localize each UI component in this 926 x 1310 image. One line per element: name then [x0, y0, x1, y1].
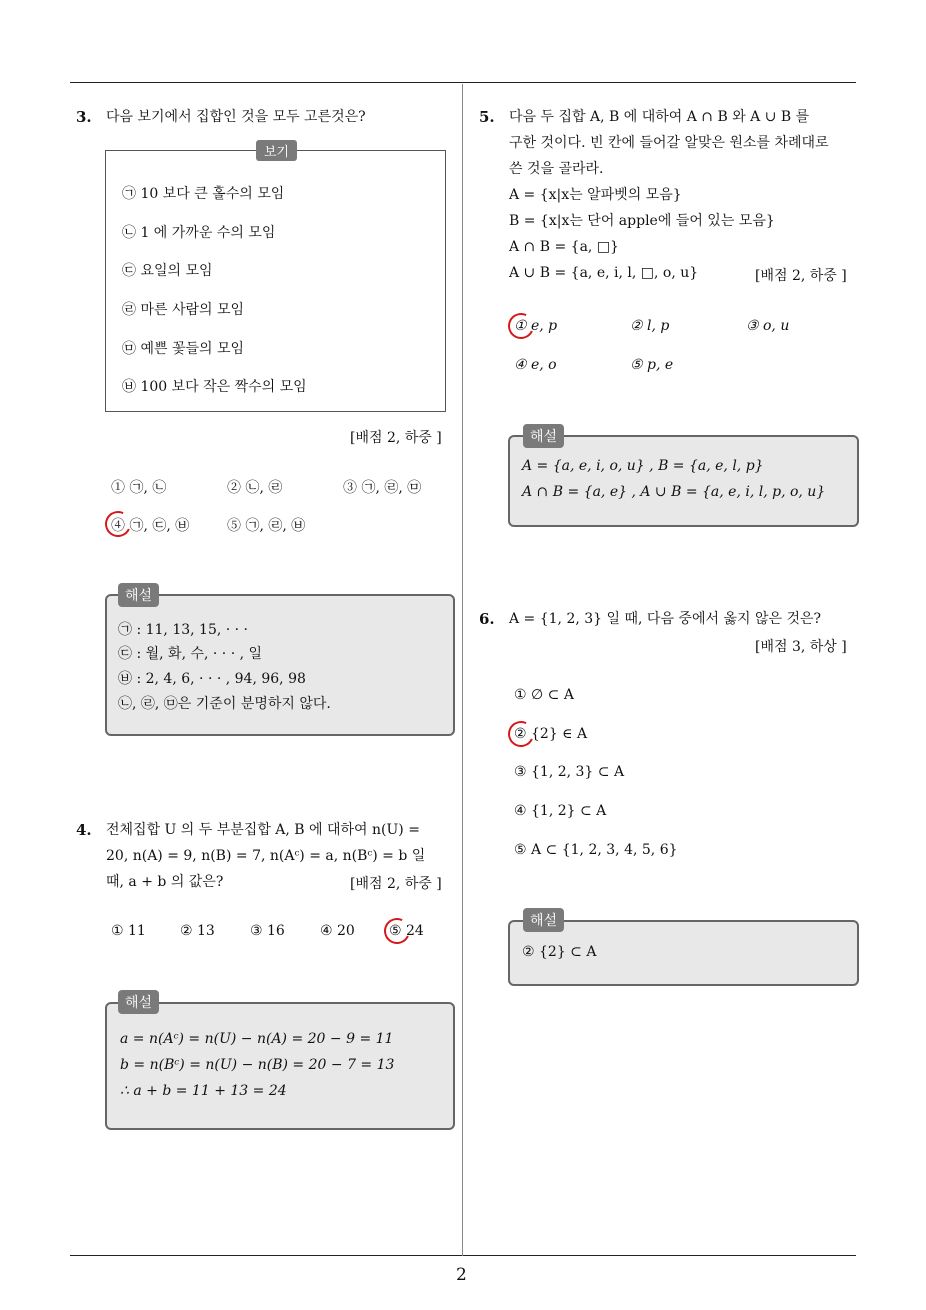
q3-example-item: ㉥ 100 보다 작은 짝수의 모임: [122, 379, 307, 395]
q3-answer-mark: [101, 507, 134, 540]
q5-question-line: A = {x|x는 알파벳의 모음}: [509, 187, 682, 203]
q6-choice: ② {2} ∈ A: [514, 726, 588, 742]
q5-question-line: 쓴 것을 골라라.: [509, 161, 604, 177]
q3-choice: ③ ㉠, ㉣, ㉤: [343, 480, 422, 496]
q6-choice: ① ∅ ⊂ A: [514, 687, 574, 703]
q5-answer-mark: [504, 309, 537, 342]
q3-number: 3.: [76, 108, 92, 126]
q4-question-line: 전체집합 U 의 두 부분집합 A, B 에 대하여 n(U) =: [106, 822, 420, 838]
q4-explanation-line: b = n(Bᶜ) = n(U) − n(B) = 20 − 7 = 13: [120, 1057, 395, 1073]
q3-score: [배점 2, 하중 ]: [350, 430, 442, 446]
q4-score: [배점 2, 하중 ]: [350, 876, 442, 892]
q6-choice: ④ {1, 2} ⊂ A: [514, 803, 607, 819]
q5-score: [배점 2, 하중 ]: [755, 268, 847, 284]
q3-example-item: ㉣ 마른 사람의 모임: [122, 302, 245, 318]
q3-question: 다음 보기에서 집합인 것을 모두 고른것은?: [106, 109, 366, 125]
q5-question-line: A ∪ B = {a, e, i, l, □, o, u}: [509, 265, 699, 281]
q5-number: 5.: [479, 108, 495, 126]
q5-explanation-line: A = {a, e, i, o, u} , B = {a, e, l, p}: [522, 458, 764, 474]
q5-choice: ① e, p: [514, 318, 558, 334]
q3-example-item: ㉡ 1 에 가까운 수의 모임: [122, 225, 276, 241]
q3-choice: ② ㉡, ㉣: [227, 480, 283, 496]
q3-explanation-line: ㉥ : 2, 4, 6, · · · , 94, 96, 98: [118, 671, 306, 687]
q3-explanation-box: [105, 594, 455, 736]
q4-explanation-line: ∴ a + b = 11 + 13 = 24: [120, 1083, 287, 1099]
q6-choice: ③ {1, 2, 3} ⊂ A: [514, 764, 625, 780]
q3-example-title: 보기: [256, 140, 297, 161]
q5-explanation-line: A ∩ B = {a, e} , A ∪ B = {a, e, i, l, p, o, u}: [522, 484, 826, 500]
q4-question-line: 때, a + b 의 값은?: [106, 874, 224, 890]
q4-choice: ② 13: [180, 923, 215, 939]
q6-answer-mark: [504, 717, 537, 750]
q6-explanation-line: ② {2} ⊂ A: [522, 944, 597, 960]
q3-explanation-line: ㉠ : 11, 13, 15, · · ·: [118, 622, 249, 638]
q5-question-line: 다음 두 집합 A, B 에 대하여 A ∩ B 와 A ∪ B 를: [509, 109, 810, 125]
q3-choice: ④ ㉠, ㉢, ㉥: [111, 518, 190, 534]
q5-choice: ③ o, u: [746, 318, 790, 334]
q4-number: 4.: [76, 821, 92, 839]
q5-explanation-title: 해설: [523, 424, 564, 448]
q4-choice: ① 11: [111, 923, 146, 939]
q5-question-line: A ∩ B = {a, □}: [509, 239, 619, 255]
q3-example-item: ㉢ 요일의 모임: [122, 263, 213, 279]
q4-choice: ④ 20: [320, 923, 355, 939]
footer-rule: [70, 1255, 856, 1256]
q6-explanation-title: 해설: [523, 908, 564, 932]
q6-question: A = {1, 2, 3} 일 때, 다음 중에서 옳지 않은 것은?: [509, 611, 821, 627]
q4-choice: ③ 16: [250, 923, 285, 939]
q3-explanation-line: ㉢ : 월, 화, 수, · · · , 일: [118, 646, 263, 662]
q5-question-line: 구한 것이다. 빈 칸에 들어갈 알맞은 원소를 차례대로: [509, 135, 829, 151]
q5-question-line: B = {x|x는 단어 apple에 들어 있는 모음}: [509, 213, 775, 229]
q5-explanation-box: [508, 435, 859, 527]
column-divider: [462, 84, 463, 1256]
q4-explanation-title: 해설: [118, 990, 159, 1014]
q6-choice: ⑤ A ⊂ {1, 2, 3, 4, 5, 6}: [514, 842, 678, 858]
q6-score: [배점 3, 하상 ]: [755, 639, 847, 655]
q5-choice: ⑤ p, e: [630, 357, 674, 373]
q3-explanation-line: ㉡, ㉣, ㉤은 기준이 분명하지 않다.: [118, 696, 331, 712]
q3-example-item: ㉠ 10 보다 큰 홀수의 모임: [122, 186, 285, 202]
q6-number: 6.: [479, 610, 495, 628]
q3-explanation-title: 해설: [118, 583, 159, 607]
q3-example-item: ㉤ 예쁜 꽃들의 모임: [122, 341, 245, 357]
q4-explanation-line: a = n(Aᶜ) = n(U) − n(A) = 20 − 9 = 11: [120, 1031, 394, 1047]
header-rule: [70, 82, 856, 83]
page-number: 2: [456, 1265, 467, 1285]
q3-choice: ① ㉠, ㉡: [111, 480, 167, 496]
q5-choice: ② l, p: [630, 318, 670, 334]
q5-choice: ④ e, o: [514, 357, 557, 373]
q4-choice: ⑤ 24: [389, 923, 424, 939]
q4-question-line: 20, n(A) = 9, n(B) = 7, n(Aᶜ) = a, n(Bᶜ) = b 일: [106, 848, 426, 864]
q3-choice: ⑤ ㉠, ㉣, ㉥: [227, 518, 306, 534]
q4-answer-mark: [380, 914, 413, 947]
